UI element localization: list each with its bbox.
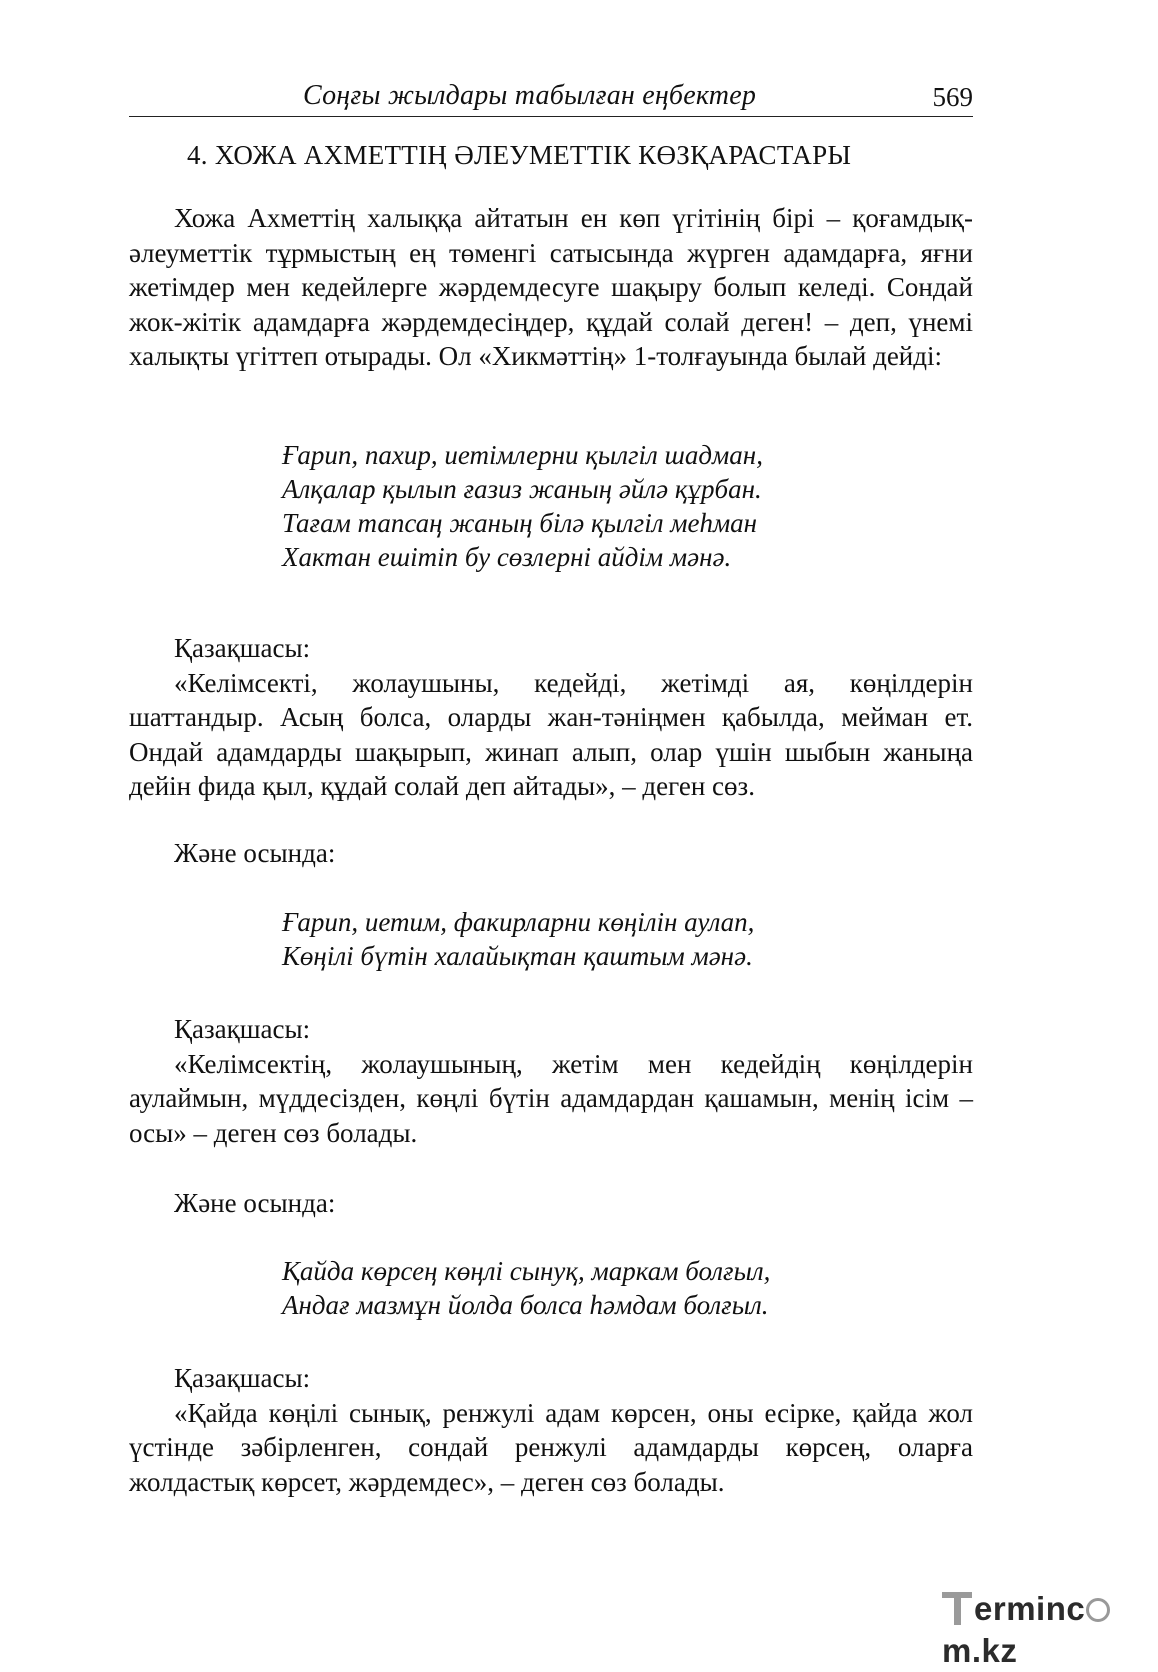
verse-line: Көңілі бүтін халайықтан қаштым мәнә. — [282, 941, 753, 971]
running-title: Соңғы жылдары табылған еңбектер — [303, 80, 757, 111]
intro-paragraph-block — [129, 201, 973, 374]
verse-line: Андағ мазмұн йолда болса һәмдам болғыл. — [282, 1290, 769, 1320]
translation-block-1 — [129, 631, 973, 804]
verse-block-1 — [282, 438, 763, 574]
verse-block-3 — [282, 1254, 770, 1322]
watermark-text-b: m.kz — [942, 1632, 1018, 1669]
magnifier-icon — [1086, 1598, 1110, 1622]
kazakh-label: Қазақшасы: — [174, 1014, 311, 1044]
site-watermark — [942, 1588, 1152, 1669]
translation-paragraph: «Қайда көңілі сынық, ренжулі адам көрсен, оны есірке, қайда жол үстінде зәбірленген, сондай ренжулі адамдарды көрсең, оларға жолдастық көрсет, жәрдемдес», – деген сөз болады. — [129, 1397, 973, 1497]
translation-block-2 — [129, 1012, 973, 1150]
translation-block-3 — [129, 1361, 973, 1499]
kazakh-label: Қазақшасы: — [174, 633, 311, 663]
verse-line: Тағам тапсаң жаның білә қылгіл меһман — [282, 508, 758, 538]
page-number: 569 — [932, 82, 973, 112]
verse-line: Хактан ешітіп бу сөзлерні айдім мәнә. — [282, 542, 732, 572]
verse-line: Алқалар қылып ғазиз жаның әйлә құрбан. — [282, 474, 762, 504]
and-here-label: Және осында: — [174, 1188, 336, 1218]
translation-paragraph: «Келімсекті, жолаушыны, кедейді, жетімді ая, көңілдерін шаттандыр. Асың болса, оларды жан-тәніңмен қабылда, мейман ет. Ондай адамдарды шақырып, жинап алып, олар үшін шыбын жаныңа дейін фида қыл, құдай солай деп айтады», – деген сөз. — [129, 667, 973, 801]
running-header — [129, 78, 973, 117]
verse-line: Ғарип, пахир, иетімлерни қылгіл шадман, — [282, 440, 763, 470]
intro-paragraph: Хожа Ахметтің халыққа айтатын ен көп үгітінің бірі – қоғамдық-әлеуметтік тұрмыстың ең төменгі сатысында жүрген адамдарға, яғни жетімдер мен кедейлерге жәрдемдесуге шақыру болып келеді. Сондай жок-жітік адамдарға жәрдемдесіңдер, құдай солай деген! – деп, үнемі халықты үгіттеп отырады. Ол «Хикмәттің» 1-толғауында былай дейді: — [129, 203, 973, 371]
verse-line: Қайда көрсең көңлі сынуқ, маркам болғыл, — [282, 1256, 771, 1286]
verse-block-2 — [282, 905, 754, 973]
translation-paragraph: «Келімсектің, жолаушының, жетім мен кедейдің көңілдерін аулаймын, мүддесізден, көңлі бүтін адамдардан қашамын, менің ісім – осы» – деген сөз болады. — [129, 1048, 973, 1148]
chapter-heading: 4. ХОЖА АХМЕТТІҢ ӘЛЕУМЕТТІК КӨЗҚАРАСТАРЫ — [187, 140, 852, 170]
and-here-label: Және осында: — [174, 838, 336, 868]
watermark-t-logo-icon — [942, 1588, 974, 1626]
and-here-block-1 — [129, 836, 973, 871]
and-here-block-2 — [129, 1186, 973, 1221]
kazakh-label: Қазақшасы: — [174, 1363, 311, 1393]
verse-line: Ғарип, иетим, факирларни көңілін аулап, — [282, 907, 755, 937]
watermark-text-a: erminc — [974, 1590, 1086, 1627]
